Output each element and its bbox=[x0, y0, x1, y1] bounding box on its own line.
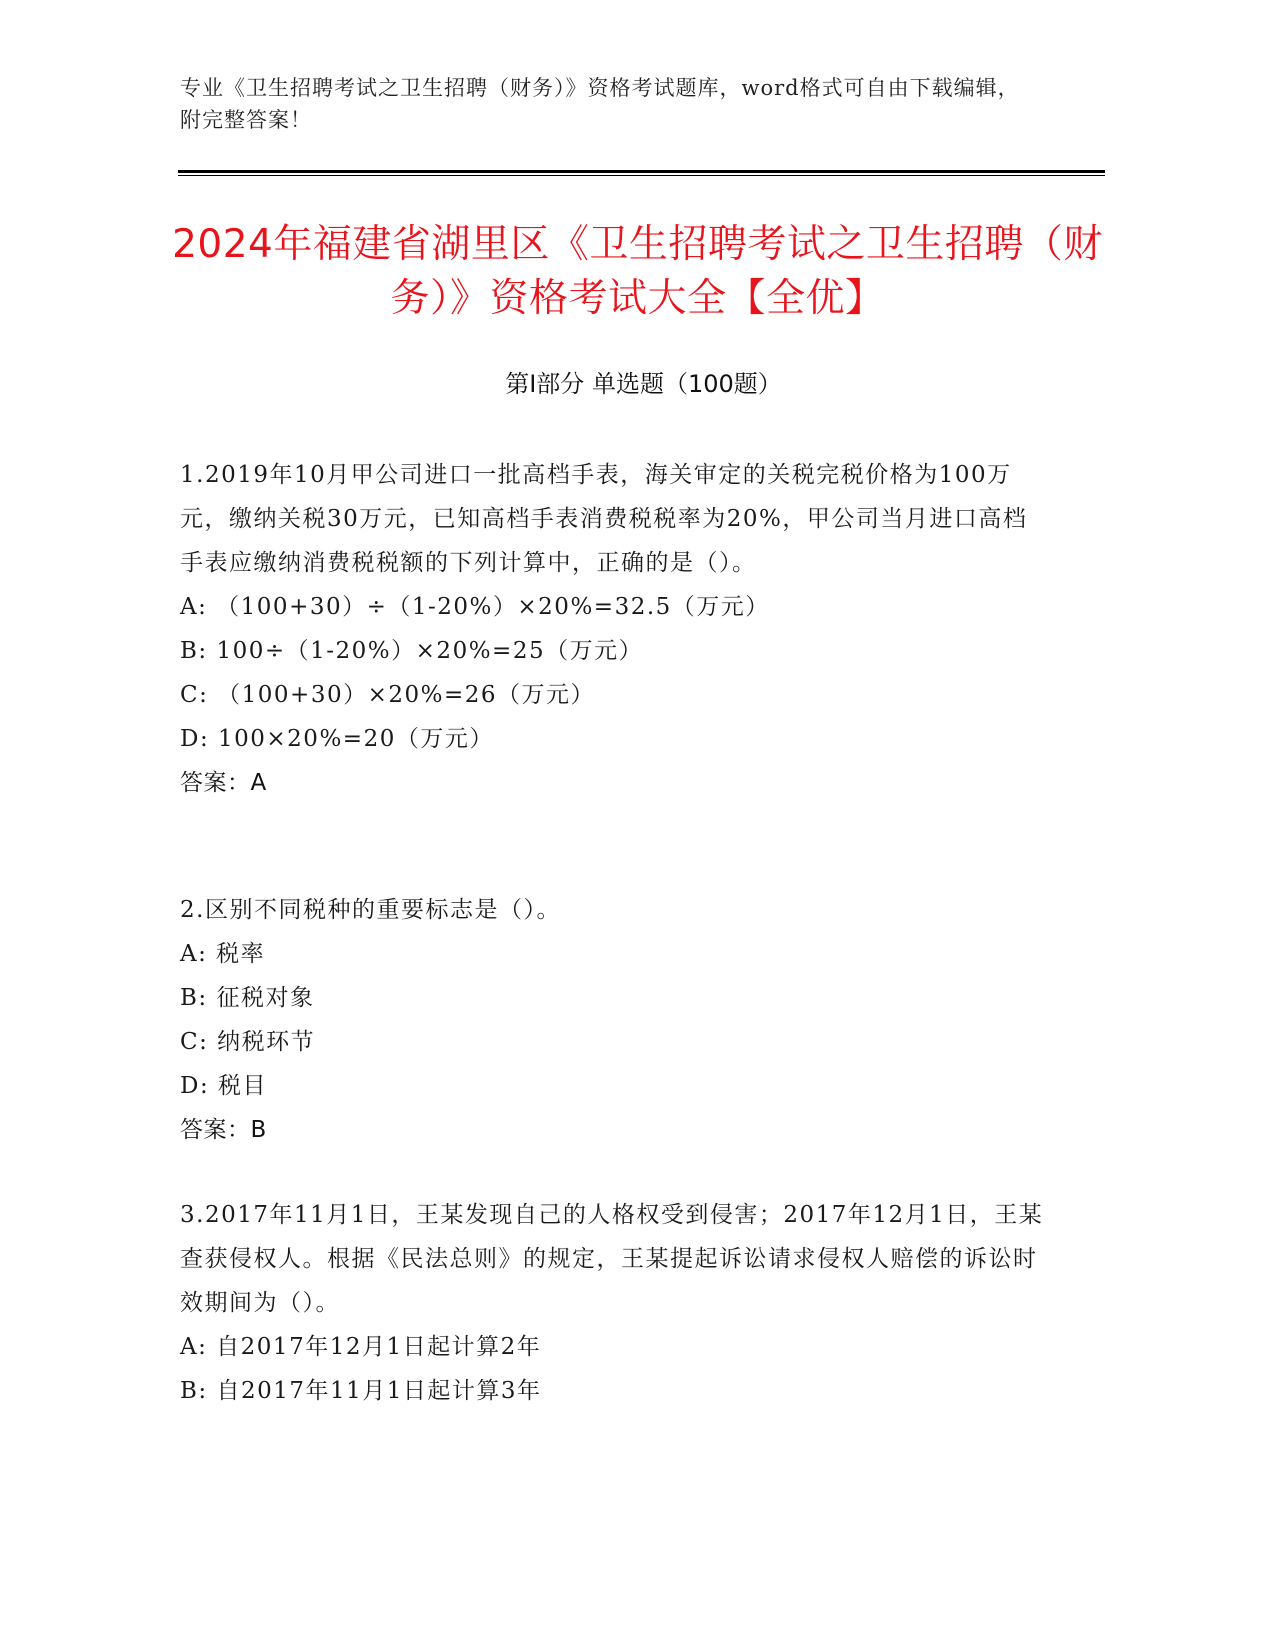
option-d: D: 税目 bbox=[180, 1073, 268, 1099]
question-stem: 3.2017年11月1日，王某发现自己的人格权受到侵害；2017年12月1日，王某查获侵权人。根据《民法总则》的规定，王某提起诉讼请求侵权人赔偿的诉讼时效期间为（）。 bbox=[180, 1202, 1044, 1316]
question-1 bbox=[180, 453, 1050, 805]
option-b: B: 征税对象 bbox=[180, 985, 315, 1011]
header-divider-thin bbox=[178, 175, 1105, 176]
question-2 bbox=[180, 888, 1050, 1152]
option-d: D: 100×20%=20（万元） bbox=[180, 726, 494, 752]
option-b: B: 100÷（1-20%）×20%=25（万元） bbox=[180, 638, 644, 664]
answer-line: 答案：B bbox=[180, 1117, 267, 1143]
option-a: A: 税率 bbox=[180, 941, 266, 967]
option-c: C: 纳税环节 bbox=[180, 1029, 316, 1055]
option-c: C: （100+30）×20%=26（万元） bbox=[180, 682, 596, 708]
header-divider-thick bbox=[178, 170, 1105, 173]
answer-line: 答案：A bbox=[180, 770, 267, 796]
question-3 bbox=[180, 1193, 1050, 1413]
option-a: A: 自2017年12月1日起计算2年 bbox=[180, 1334, 542, 1360]
question-stem: 1.2019年10月甲公司进口一批高档手表，海关审定的关税完税价格为100万元，缴纳关税30万元，已知高档手表消费税税率为20%，甲公司当月进口高档手表应缴纳消费税税额的下列计算中，正确的是（）。 bbox=[180, 462, 1028, 576]
document-title: 2024年福建省湖里区《卫生招聘考试之卫生招聘（财务）》资格考试大全【全优】 bbox=[172, 222, 1103, 321]
question-stem: 2.区别不同税种的重要标志是（）。 bbox=[180, 897, 561, 923]
option-b: B: 自2017年11月1日起计算3年 bbox=[180, 1378, 542, 1404]
header-note: 专业《卫生招聘考试之卫生招聘（财务）》资格考试题库，word格式可自由下载编辑，附完整答案！ bbox=[180, 76, 1020, 132]
option-a: A: （100+30）÷（1-20%）×20%=32.5（万元） bbox=[180, 594, 770, 620]
section-heading: 第I部分 单选题（100题） bbox=[505, 370, 782, 398]
